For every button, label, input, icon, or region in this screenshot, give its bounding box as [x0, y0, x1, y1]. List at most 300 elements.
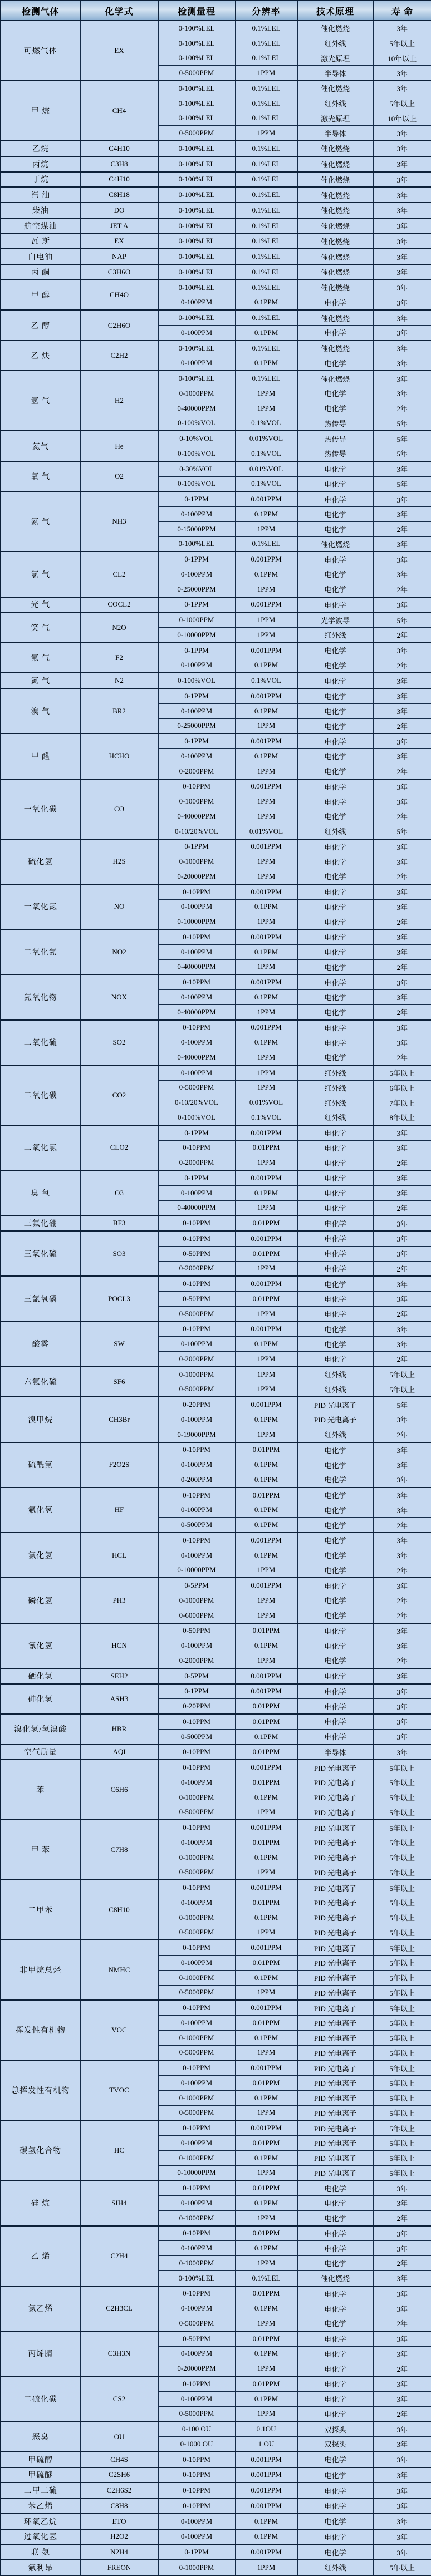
- range-cell: 0-5000PPM: [158, 2105, 235, 2120]
- life-cell: 3年: [373, 66, 431, 81]
- principle-cell: 电化学: [297, 673, 373, 688]
- table-row: [1, 1745, 431, 1760]
- life-cell: 3年: [373, 1578, 431, 1593]
- range-cell: 0-20PPM: [158, 1699, 235, 1714]
- gas-name-cell: 氯 气: [1, 551, 80, 597]
- resolution-cell: 0.01PPM: [235, 1714, 297, 1729]
- principle-cell: 电化学: [297, 1563, 373, 1578]
- formula-cell: C2SH6: [80, 2467, 158, 2483]
- resolution-cell: 0.1%LEL: [235, 341, 297, 356]
- range-cell: 0-1000PPM: [158, 1367, 235, 1382]
- table-row: [1, 1231, 431, 1246]
- resolution-cell: 0.001PPM: [235, 2452, 297, 2467]
- range-cell: 0-10/20%VOL: [158, 1095, 235, 1110]
- resolution-cell: 0.01PPM: [235, 2226, 297, 2241]
- principle-cell: 电化学: [297, 2226, 373, 2241]
- principle-cell: 热传导: [297, 446, 373, 461]
- life-cell: 3年: [373, 1020, 431, 1035]
- table-row: [1, 2529, 431, 2545]
- formula-cell: H2: [80, 371, 158, 431]
- range-cell: 0-100PPM: [158, 356, 235, 371]
- range-cell: 0-1PPM: [158, 551, 235, 567]
- formula-cell: NH3: [80, 491, 158, 551]
- range-cell: 0-100%LEL: [158, 371, 235, 386]
- resolution-cell: 0.01PPM: [235, 2016, 297, 2031]
- formula-cell: CH4S: [80, 2452, 158, 2467]
- principle-cell: 红外线: [297, 1367, 373, 1382]
- gas-name-cell: 氟 气: [1, 643, 80, 673]
- gas-name-cell: 臭 氧: [1, 1170, 80, 1215]
- life-cell: 3年: [373, 2286, 431, 2301]
- table-row: [1, 431, 431, 446]
- principle-cell: 电化学: [297, 869, 373, 884]
- principle-cell: 电化学: [297, 959, 373, 974]
- range-cell: 0-1000PPM: [158, 2210, 235, 2225]
- range-cell: 0-40000PPM: [158, 401, 235, 416]
- life-cell: 5年以上: [373, 2560, 431, 2575]
- principle-cell: 催化燃烧: [297, 341, 373, 356]
- principle-cell: 电化学: [297, 1200, 373, 1215]
- life-cell: 3年: [373, 371, 431, 386]
- life-cell: 3年: [373, 884, 431, 899]
- life-cell: 3年: [373, 1638, 431, 1653]
- principle-cell: 激光原理: [297, 111, 373, 126]
- resolution-cell: 0.1%LEL: [235, 36, 297, 51]
- life-cell: 3年: [373, 673, 431, 688]
- gas-name-cell: 苯乙烯: [1, 2498, 80, 2514]
- gas-name-cell: 甲 烷: [1, 81, 80, 141]
- resolution-cell: 0.1PPM: [235, 749, 297, 764]
- range-cell: 0-10PPM: [158, 2498, 235, 2514]
- principle-cell: 催化燃烧: [297, 81, 373, 96]
- life-cell: 3年: [373, 2226, 431, 2241]
- range-cell: 0-100%LEL: [158, 96, 235, 111]
- range-cell: 0-10PPM: [158, 884, 235, 899]
- range-cell: 0-25000PPM: [158, 718, 235, 733]
- resolution-cell: 0.001PPM: [235, 929, 297, 944]
- life-cell: 5年: [373, 431, 431, 446]
- formula-cell: DO: [80, 203, 158, 218]
- principle-cell: PID 光电离子: [297, 1775, 373, 1790]
- life-cell: 3年: [373, 839, 431, 854]
- formula-cell: C8H18: [80, 187, 158, 203]
- gas-name-cell: 乙 醇: [1, 310, 80, 341]
- resolution-cell: 1PPM: [235, 1200, 297, 1215]
- resolution-cell: 1PPM: [235, 2210, 297, 2225]
- range-cell: 0-10000PPM: [158, 2165, 235, 2180]
- resolution-cell: 0.01%VOL: [235, 461, 297, 476]
- life-cell: 5年以上: [373, 1956, 431, 1971]
- range-cell: 0-100PPM: [158, 2514, 235, 2529]
- principle-cell: 电化学: [297, 1578, 373, 1593]
- formula-cell: HBR: [80, 1714, 158, 1745]
- resolution-cell: 1PPM: [235, 2560, 297, 2575]
- range-cell: 0-1PPM: [158, 491, 235, 506]
- principle-cell: PID 光电离子: [297, 1880, 373, 1895]
- life-cell: 2年: [373, 959, 431, 974]
- life-cell: 3年: [373, 2391, 431, 2406]
- range-cell: 0-1000PPM: [158, 854, 235, 869]
- range-cell: 0-100%LEL: [158, 21, 235, 36]
- table-row: [1, 2483, 431, 2498]
- gas-name-cell: 氰化氢: [1, 1623, 80, 1668]
- principle-cell: 电化学: [297, 1503, 373, 1518]
- life-cell: 2年: [373, 582, 431, 597]
- resolution-cell: 0.1%LEL: [235, 264, 297, 280]
- resolution-cell: 0.001PPM: [235, 643, 297, 658]
- gas-name-cell: 氟利昂: [1, 2560, 80, 2575]
- life-cell: 3年: [373, 491, 431, 506]
- principle-cell: 电化学: [297, 1442, 373, 1457]
- range-cell: 0-5000PPM: [158, 1805, 235, 1820]
- resolution-cell: 0.01PPM: [235, 2286, 297, 2301]
- gas-name-cell: 丁烷: [1, 172, 80, 188]
- resolution-cell: 0.001PPM: [235, 1880, 297, 1895]
- range-cell: 0-100%LEL: [158, 264, 235, 280]
- range-cell: 0-100PPM: [158, 507, 235, 522]
- resolution-cell: 0.01%VOL: [235, 431, 297, 446]
- principle-cell: PID 光电离子: [297, 1850, 373, 1865]
- life-cell: 5年以上: [373, 2105, 431, 2120]
- life-cell: 3年: [373, 2452, 431, 2467]
- life-cell: 3年: [373, 1322, 431, 1337]
- range-cell: 0-100PPM: [158, 1457, 235, 1472]
- resolution-cell: 0.1PPM: [235, 1035, 297, 1050]
- range-cell: 0-100%LEL: [158, 2270, 235, 2286]
- life-cell: 3年: [373, 567, 431, 582]
- range-cell: 0-100PPM: [158, 1412, 235, 1427]
- range-cell: 0-10PPM: [158, 1020, 235, 1035]
- range-cell: 0-100PPM: [158, 1956, 235, 1971]
- table-row: [1, 1668, 431, 1684]
- resolution-cell: 0.1PPM: [235, 356, 297, 371]
- resolution-cell: 0.1%LEL: [235, 141, 297, 156]
- principle-cell: 电化学: [297, 597, 373, 613]
- formula-cell: VOC: [80, 2000, 158, 2060]
- range-cell: 0-1000PPM: [158, 2090, 235, 2105]
- principle-cell: 热传导: [297, 416, 373, 431]
- principle-cell: 电化学: [297, 491, 373, 506]
- life-cell: 3年: [373, 264, 431, 280]
- resolution-cell: 0.1%VOL: [235, 1110, 297, 1125]
- range-cell: 0-10PPM: [158, 1231, 235, 1246]
- resolution-cell: 0.1PPM: [235, 2030, 297, 2045]
- principle-cell: 红外线: [297, 824, 373, 839]
- principle-cell: 电化学: [297, 461, 373, 476]
- principle-cell: 电化学: [297, 1352, 373, 1367]
- range-cell: 0-10/20%VOL: [158, 824, 235, 839]
- principle-cell: PID 光电离子: [297, 2076, 373, 2091]
- table-row: [1, 1170, 431, 1185]
- principle-cell: 红外线: [297, 1110, 373, 1125]
- principle-cell: 电化学: [297, 1472, 373, 1488]
- range-cell: 0-10PPM: [158, 2376, 235, 2391]
- formula-cell: AQI: [80, 1745, 158, 1760]
- principle-cell: 电化学: [297, 1684, 373, 1699]
- resolution-cell: 0.001PPM: [235, 1533, 297, 1548]
- range-cell: 0-100%LEL: [158, 156, 235, 172]
- resolution-cell: 0.01PPM: [235, 1895, 297, 1910]
- range-cell: 0-100PPM: [158, 2016, 235, 2031]
- range-cell: 0-1PPM: [158, 643, 235, 658]
- principle-cell: 热传导: [297, 431, 373, 446]
- gas-name-cell: 甲 苯: [1, 1820, 80, 1880]
- table-row: [1, 779, 431, 794]
- gas-name-cell: 环氧乙烷: [1, 2514, 80, 2529]
- header-resolution: 分辨率: [235, 1, 297, 21]
- life-cell: 2年: [373, 1200, 431, 1215]
- range-cell: 0-100%LEL: [158, 141, 235, 156]
- range-cell: 0-2000PPM: [158, 1352, 235, 1367]
- resolution-cell: 1PPM: [235, 2316, 297, 2331]
- life-cell: 3年: [373, 2270, 431, 2286]
- principle-cell: 催化燃烧: [297, 536, 373, 551]
- range-cell: 0-10PPM: [158, 1322, 235, 1337]
- life-cell: 3年: [373, 1276, 431, 1291]
- life-cell: 5年以上: [373, 1970, 431, 1985]
- range-cell: 0-10PPM: [158, 1215, 235, 1231]
- range-cell: 0-1000PPM: [158, 1850, 235, 1865]
- life-cell: 3年: [373, 218, 431, 234]
- resolution-cell: 0.01PPM: [235, 2136, 297, 2151]
- range-cell: 0-40000PPM: [158, 1200, 235, 1215]
- life-cell: 5年以上: [373, 1775, 431, 1790]
- resolution-cell: 1PPM: [235, 854, 297, 869]
- life-cell: 3年: [373, 2544, 431, 2560]
- life-cell: 5年以上: [373, 2136, 431, 2151]
- life-cell: 3年: [373, 2498, 431, 2514]
- formula-cell: NO2: [80, 929, 158, 974]
- life-cell: 3年: [373, 1503, 431, 1518]
- table-row: [1, 2498, 431, 2514]
- life-cell: 2年: [373, 1593, 431, 1608]
- gas-name-cell: 氨 气: [1, 491, 80, 551]
- formula-cell: C3H8: [80, 156, 158, 172]
- principle-cell: 电化学: [297, 2180, 373, 2195]
- principle-cell: PID 光电离子: [297, 1865, 373, 1880]
- formula-cell: C2H2: [80, 341, 158, 371]
- gas-name-cell: 笑 气: [1, 612, 80, 643]
- range-cell: 0-15000PPM: [158, 521, 235, 536]
- life-cell: 2年: [373, 809, 431, 824]
- life-cell: 2年: [373, 1050, 431, 1065]
- range-cell: 0-1000PPM: [158, 2030, 235, 2045]
- principle-cell: PID 光电离子: [297, 1835, 373, 1850]
- gas-name-cell: 硫化氢: [1, 839, 80, 884]
- principle-cell: PID 光电离子: [297, 1790, 373, 1805]
- formula-cell: HCL: [80, 1533, 158, 1578]
- table-header-row: [1, 1, 431, 21]
- gas-name-cell: 氧 气: [1, 461, 80, 492]
- resolution-cell: 0.001PPM: [235, 1276, 297, 1291]
- principle-cell: 电化学: [297, 551, 373, 567]
- principle-cell: PID 光电离子: [297, 1412, 373, 1427]
- table-row: [1, 733, 431, 748]
- resolution-cell: 0.001PPM: [235, 1668, 297, 1684]
- resolution-cell: 1PPM: [235, 764, 297, 779]
- resolution-cell: 0.01PPM: [235, 1292, 297, 1307]
- range-cell: 0-10PPM: [158, 2180, 235, 2195]
- principle-cell: 半导体: [297, 126, 373, 141]
- gas-name-cell: 氢 气: [1, 371, 80, 431]
- gas-name-cell: 甲硫醇: [1, 2452, 80, 2467]
- range-cell: 0-100%LEL: [158, 187, 235, 203]
- resolution-cell: 0.001PPM: [235, 2483, 297, 2498]
- resolution-cell: 0.01PPM: [235, 1623, 297, 1638]
- principle-cell: 电化学: [297, 295, 373, 310]
- life-cell: 10年以上: [373, 51, 431, 66]
- range-cell: 0-10PPM: [158, 2467, 235, 2483]
- principle-cell: 电化学: [297, 1518, 373, 1533]
- formula-cell: OU: [80, 2421, 158, 2452]
- life-cell: 7年以上: [373, 1095, 431, 1110]
- table-row: [1, 2180, 431, 2195]
- principle-cell: 电化学: [297, 386, 373, 401]
- life-cell: 3年: [373, 2196, 431, 2211]
- life-cell: 2年: [373, 914, 431, 929]
- principle-cell: 电化学: [297, 974, 373, 989]
- principle-cell: 电化学: [297, 1231, 373, 1246]
- principle-cell: 催化燃烧: [297, 203, 373, 218]
- range-cell: 0-5000PPM: [158, 2045, 235, 2060]
- resolution-cell: 0.01%VOL: [235, 1095, 297, 1110]
- principle-cell: 电化学: [297, 1306, 373, 1321]
- gas-name-cell: 氯乙烯: [1, 2286, 80, 2331]
- gas-name-cell: 六氟化硫: [1, 1367, 80, 1397]
- life-cell: 3年: [373, 551, 431, 567]
- life-cell: 5年以上: [373, 2060, 431, 2075]
- table-row: [1, 310, 431, 325]
- life-cell: 5年以上: [373, 2076, 431, 2091]
- resolution-cell: 0.001PPM: [235, 2467, 297, 2483]
- formula-cell: ASH3: [80, 1684, 158, 1715]
- principle-cell: 电化学: [297, 1020, 373, 1035]
- life-cell: 2年: [373, 1004, 431, 1019]
- table-row: [1, 974, 431, 989]
- resolution-cell: 0.001PPM: [235, 1940, 297, 1955]
- principle-cell: PID 光电离子: [297, 1925, 373, 1940]
- range-cell: 0-10PPM: [158, 929, 235, 944]
- gas-name-cell: 乙 炔: [1, 341, 80, 371]
- principle-cell: 电化学: [297, 688, 373, 703]
- resolution-cell: 1PPM: [235, 718, 297, 733]
- life-cell: 3年: [373, 643, 431, 658]
- life-cell: 2年: [373, 1261, 431, 1276]
- principle-cell: 电化学: [297, 1276, 373, 1291]
- life-cell: 3年: [373, 461, 431, 476]
- range-cell: 0-5000PPM: [158, 1865, 235, 1880]
- principle-cell: 催化燃烧: [297, 280, 373, 295]
- resolution-cell: 0.1PPM: [235, 567, 297, 582]
- gas-name-cell: 碳氢化合物: [1, 2120, 80, 2180]
- table-row: [1, 551, 431, 567]
- table-row: [1, 2000, 431, 2015]
- resolution-cell: 0.01PPM: [235, 1699, 297, 1714]
- gas-name-cell: 酸雾: [1, 1322, 80, 1367]
- life-cell: 3年: [373, 295, 431, 310]
- gas-name-cell: 甲 醛: [1, 733, 80, 779]
- range-cell: 0-10PPM: [158, 1533, 235, 1548]
- resolution-cell: 0.1%LEL: [235, 371, 297, 386]
- principle-cell: 催化燃烧: [297, 218, 373, 234]
- life-cell: 3年: [373, 356, 431, 371]
- life-cell: 2年: [373, 1352, 431, 1367]
- gas-name-cell: 联 氨: [1, 2544, 80, 2560]
- principle-cell: 电化学: [297, 899, 373, 914]
- table-row: [1, 2452, 431, 2467]
- range-cell: 0-100%VOL: [158, 476, 235, 491]
- table-row: [1, 1488, 431, 1503]
- resolution-cell: 1PPM: [235, 612, 297, 627]
- principle-cell: 电化学: [297, 2301, 373, 2316]
- principle-cell: 电化学: [297, 703, 373, 718]
- resolution-cell: 1PPM: [235, 2406, 297, 2421]
- principle-cell: 电化学: [297, 1050, 373, 1065]
- range-cell: 0-1PPM: [158, 688, 235, 703]
- resolution-cell: 0.1%LEL: [235, 96, 297, 111]
- principle-cell: 电化学: [297, 794, 373, 809]
- gas-name-cell: 挥发性有机物: [1, 2000, 80, 2060]
- range-cell: 0-40000PPM: [158, 809, 235, 824]
- range-cell: 0-5000PPM: [158, 1925, 235, 1940]
- formula-cell: C2H4: [80, 2226, 158, 2286]
- life-cell: 5年以上: [373, 2150, 431, 2165]
- range-cell: 0-5000PPM: [158, 1306, 235, 1321]
- range-cell: 0-1000PPM: [158, 2560, 235, 2575]
- formula-cell: NO: [80, 884, 158, 929]
- principle-cell: 电化学: [297, 2391, 373, 2406]
- resolution-cell: 0.1%LEL: [235, 172, 297, 188]
- principle-cell: 电化学: [297, 1261, 373, 1276]
- life-cell: 3年: [373, 1125, 431, 1140]
- range-cell: 0-1000PPM: [158, 1593, 235, 1608]
- gas-name-cell: 溴 气: [1, 688, 80, 733]
- range-cell: 0-100%LEL: [158, 341, 235, 356]
- formula-cell: SEH2: [80, 1668, 158, 1684]
- table-row: [1, 1940, 431, 1955]
- resolution-cell: 1PPM: [235, 1593, 297, 1608]
- range-cell: 0-10000PPM: [158, 628, 235, 643]
- table-row: [1, 1322, 431, 1337]
- range-cell: 0-10PPM: [158, 1820, 235, 1835]
- formula-cell: F2O2S: [80, 1442, 158, 1488]
- range-cell: 0-30%VOL: [158, 461, 235, 476]
- range-cell: 0-10PPM: [158, 2483, 235, 2498]
- gas-name-cell: 砷化氢: [1, 1684, 80, 1715]
- range-cell: 0-100PPM: [158, 2529, 235, 2545]
- life-cell: 3年: [373, 1231, 431, 1246]
- gas-name-cell: 白电油: [1, 249, 80, 264]
- principle-cell: 催化燃烧: [297, 2270, 373, 2286]
- life-cell: 3年: [373, 1668, 431, 1684]
- principle-cell: 电化学: [297, 1699, 373, 1714]
- table-row: [1, 2226, 431, 2241]
- formula-cell: PH3: [80, 1578, 158, 1623]
- principle-cell: 电化学: [297, 2286, 373, 2301]
- header-formula: 化学式: [80, 1, 158, 21]
- life-cell: 3年: [373, 187, 431, 203]
- table-row: [1, 1397, 431, 1412]
- formula-cell: C2H3CL: [80, 2286, 158, 2331]
- range-cell: 0-6000PPM: [158, 1608, 235, 1623]
- formula-cell: H2O2: [80, 2529, 158, 2545]
- principle-cell: 催化燃烧: [297, 187, 373, 203]
- range-cell: 0-40000PPM: [158, 959, 235, 974]
- gas-name-cell: 二氧化硫: [1, 1020, 80, 1065]
- life-cell: 5年以上: [373, 1985, 431, 2000]
- resolution-cell: 1PPM: [235, 2361, 297, 2376]
- table-row: [1, 1684, 431, 1699]
